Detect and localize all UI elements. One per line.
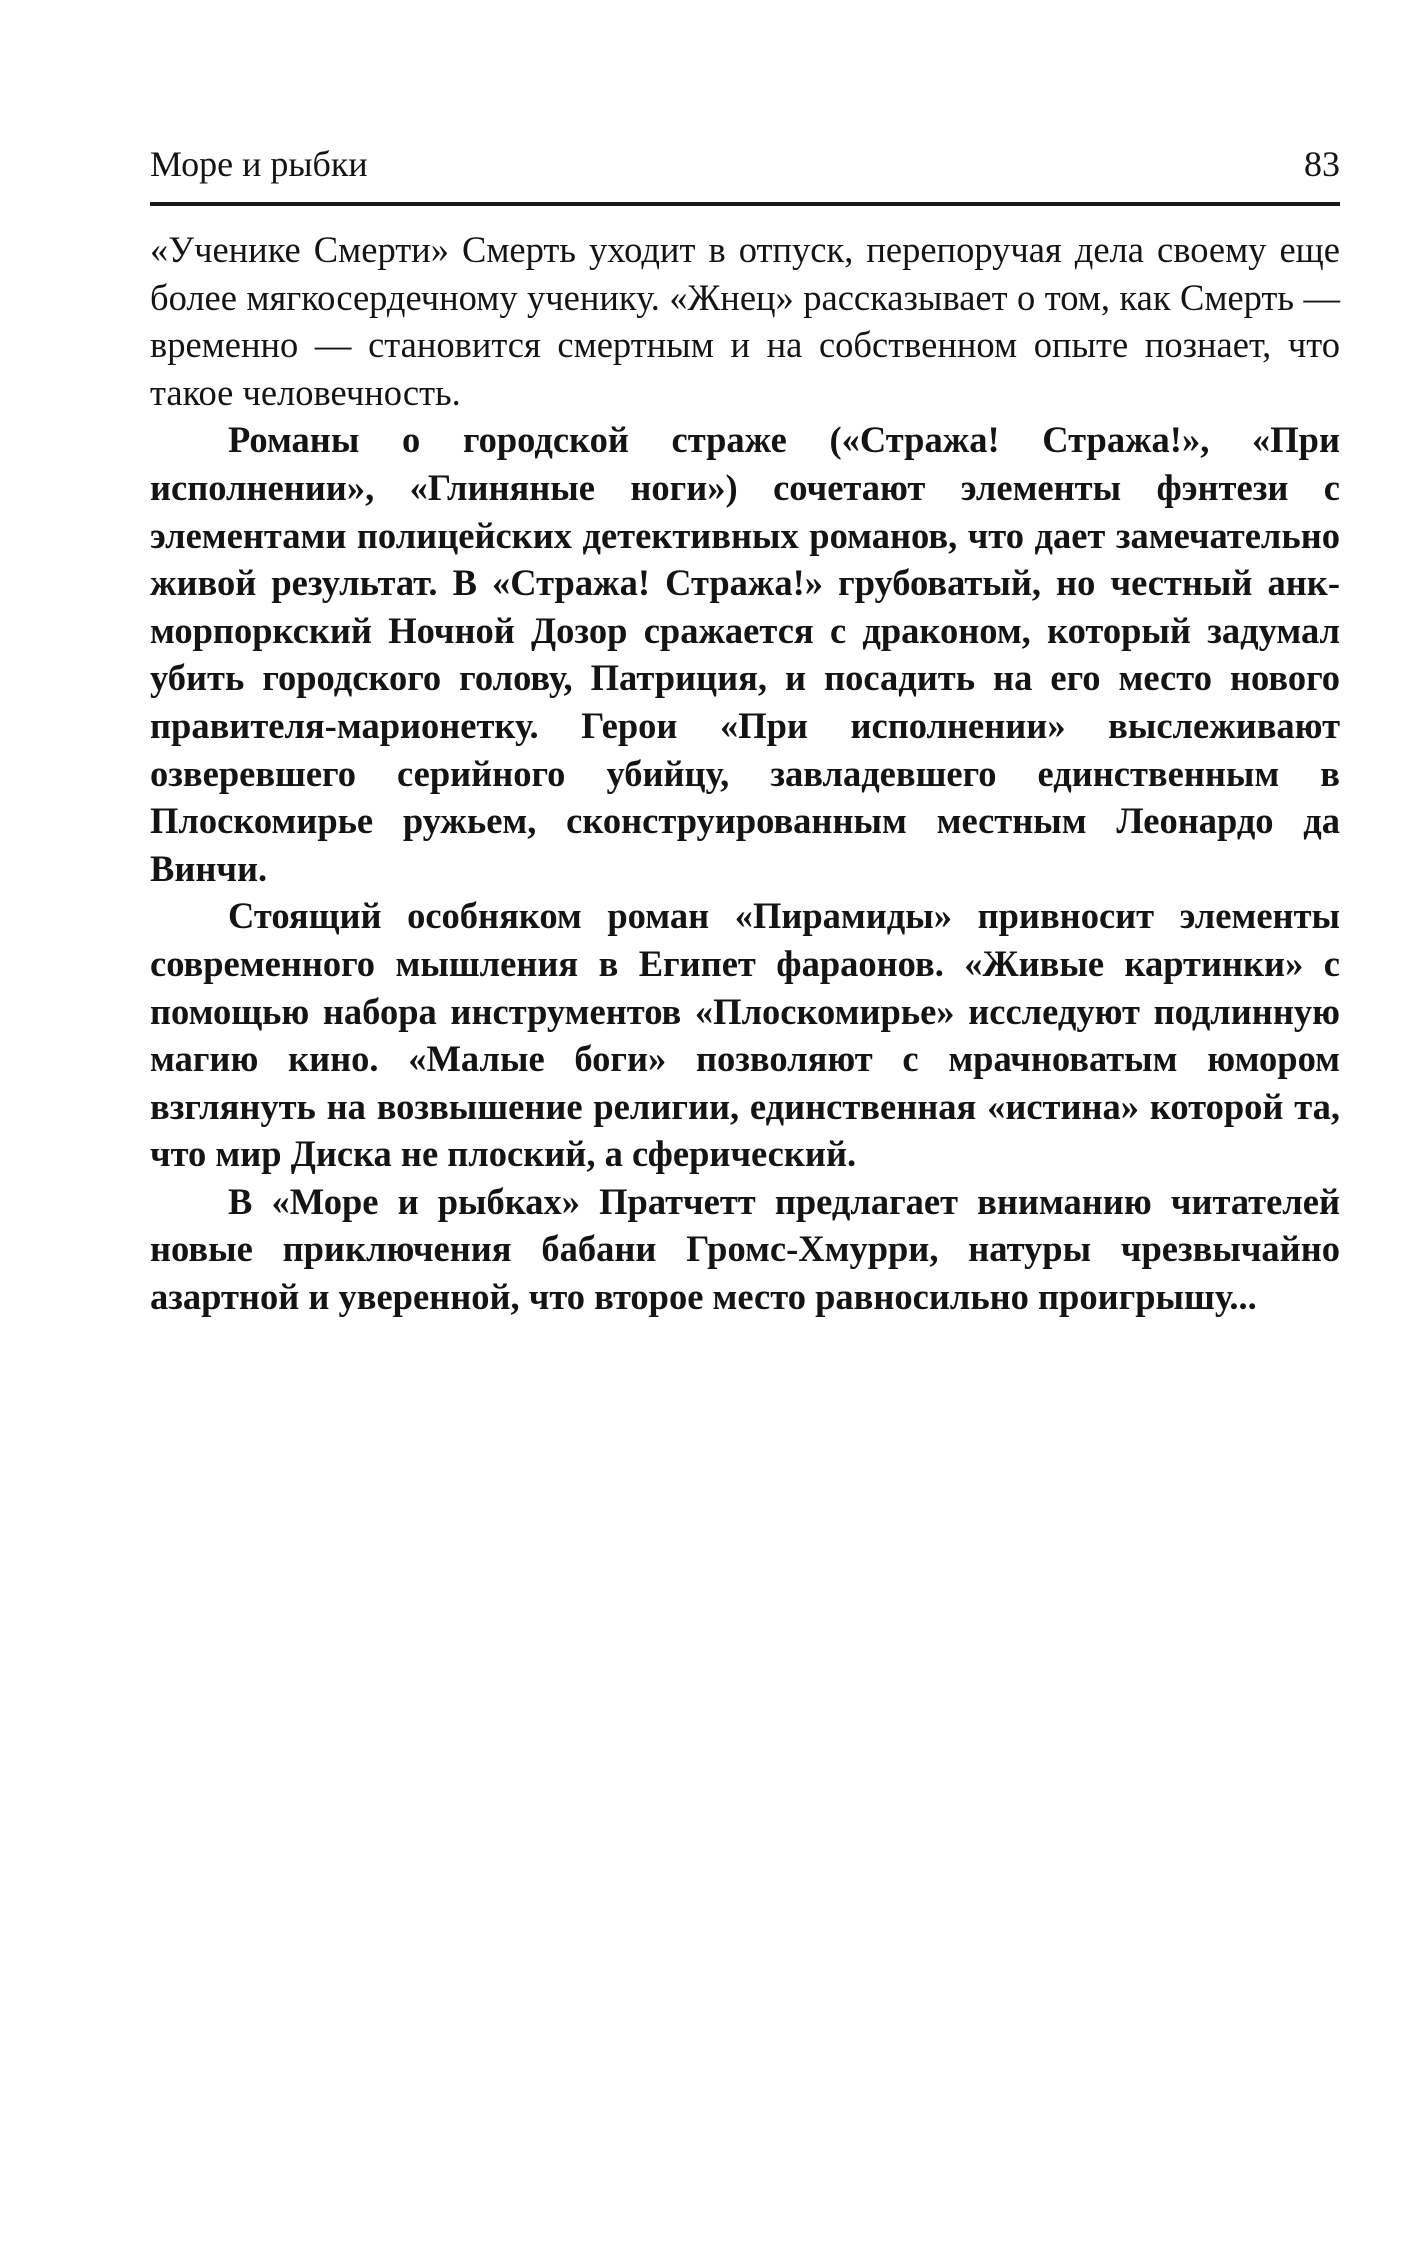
- paragraph-4: В «Море и рыбках» Пратчетт предлагает вниманию читателей новые приключения бабани Громс-Хмурри, натуры чрезвычайно азартной и уверенной, что второе место равносильно проигрышу...: [150, 1180, 1340, 1318]
- body-text: [150, 226, 1340, 1321]
- paragraph-1: «Ученике Смерти» Смерть уходит в отпуск, перепоручая дела своему еще более мягкосердечному ученику. «Жнец» рассказывает о том, как Смерть — временно — становится смертным и на собственном опыте познает, что такое человечность.: [150, 229, 1340, 413]
- paragraph-3: Стоящий особняком роман «Пирамиды» привносит элементы современного мышления в Египет фараонов. «Живые картинки» с помощью набора инструментов «Плоскомирье» исследуют подлинную магию кино. «Малые боги» позволяют с мрачноватым юмором взглянуть на возвышение религии, единственная «истина» которой та, что мир Диска не плоский, а сферический.: [150, 895, 1340, 1175]
- paragraph-2: Романы о городской страже («Стража! Стража!», «При исполнении», «Глиняные ноги») сочетают элементы фэнтези с элементами полицейских детективных романов, что дает замечательно живой результат. В «Стража! Стража!» грубоватый, но честный анк-морпоркский Ночной Дозор сражается с драконом, который задумал убить городского голову, Патриция, и посадить на его место нового правителя-марионетку. Герои «При исполнении» выслеживают озверевшего серийного убийцу, завладевшего единственным в Плоскомирье ружьем, сконструированным местным Леонардо да Винчи.: [150, 419, 1340, 889]
- running-title: Море и рыбки: [150, 144, 368, 184]
- page-number: 83: [1304, 144, 1340, 184]
- page-header: [150, 140, 1340, 206]
